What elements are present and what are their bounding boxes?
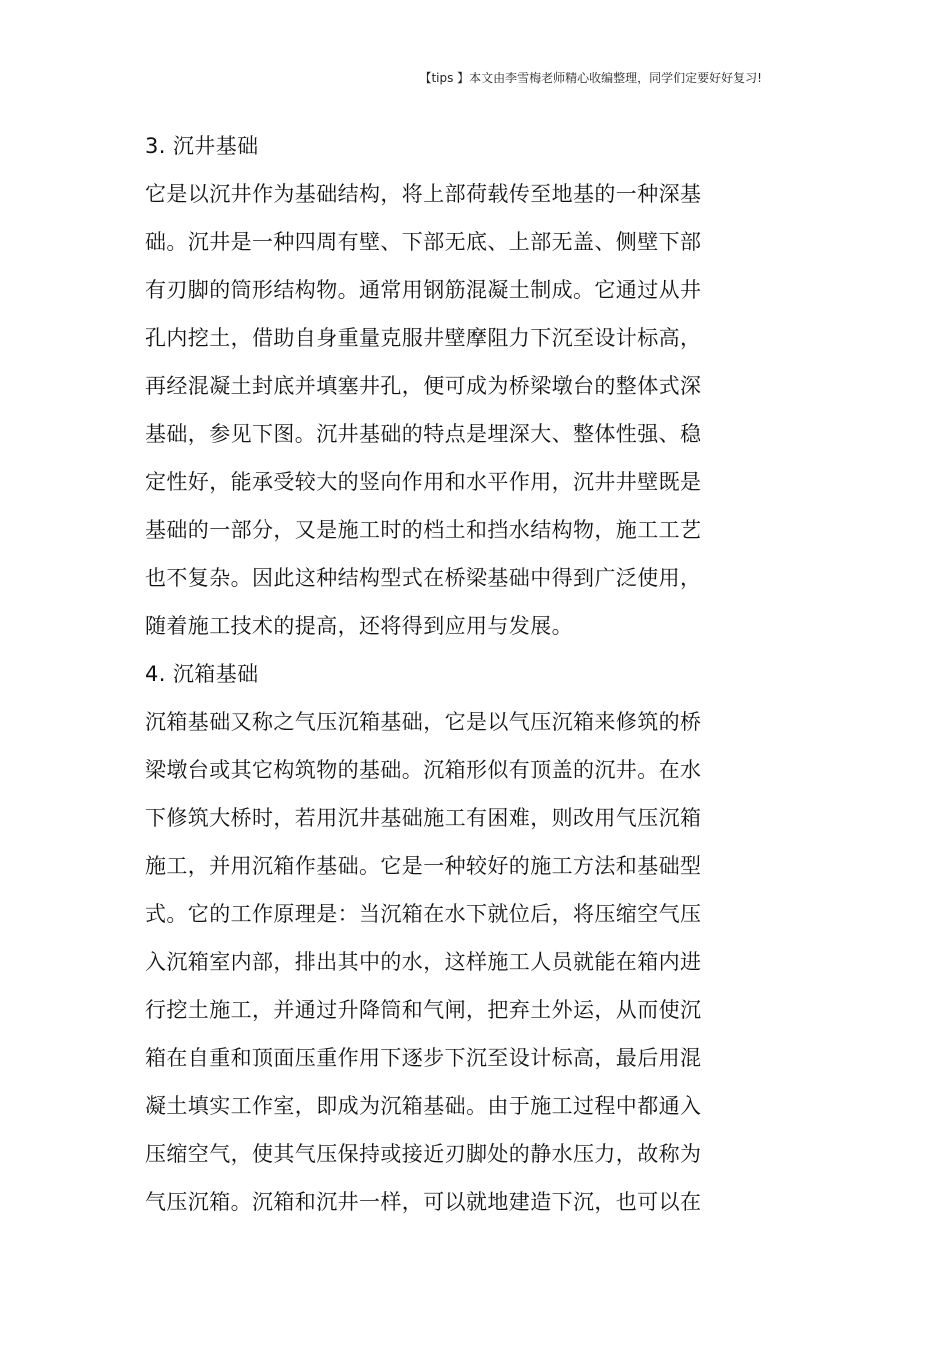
paragraph-line: 基础的一部分，又是施工时的档土和挡水结构物，施工工艺: [145, 518, 702, 542]
paragraph-line: 入沉箱室内部，排出其中的水，这样施工人员就能在箱内进: [145, 950, 702, 974]
paragraph-line: 有刃脚的筒形结构物。通常用钢筋混凝土制成。它通过从井: [145, 278, 702, 302]
paragraph-line: 气压沉箱。沉箱和沉井一样，可以就地建造下沉，也可以在: [145, 1190, 702, 1214]
paragraph-line: 凝土填实工作室，即成为沉箱基础。由于施工过程中都通入: [145, 1094, 702, 1118]
paragraph-line: 梁墩台或其它构筑物的基础。沉箱形似有顶盖的沉井。在水: [145, 758, 702, 782]
paragraph-line: 施工，并用沉箱作基础。它是一种较好的施工方法和基础型: [145, 854, 702, 878]
section-heading: 4. 沉箱基础: [145, 662, 259, 686]
paragraph-line: 孔内挖土，借助自身重量克服井壁摩阻力下沉至设计标高，: [145, 326, 702, 350]
paragraph-line: 沉箱基础又称之气压沉箱基础，它是以气压沉箱来修筑的桥: [145, 710, 702, 734]
paragraph-line: 定性好，能承受较大的竖向作用和水平作用，沉井井壁既是: [145, 470, 702, 494]
paragraph-line: 式。它的工作原理是：当沉箱在水下就位后，将压缩空气压: [145, 902, 702, 926]
document-body: [145, 122, 745, 1226]
section-heading: 3. 沉井基础: [145, 134, 259, 158]
paragraph-line: 箱在自重和顶面压重作用下逐步下沉至设计标高，最后用混: [145, 1046, 702, 1070]
section-3: [145, 122, 745, 650]
paragraph-line: 也不复杂。因此这种结构型式在桥梁基础中得到广泛使用，: [145, 566, 702, 590]
header-tip: 【tips 】本文由李雪梅老师精心收编整理，同学们定要好好复习!: [419, 71, 762, 85]
paragraph-line: 础。沉井是一种四周有壁、下部无底、上部无盖、侧壁下部: [145, 230, 702, 254]
paragraph-line: 基础，参见下图。沉井基础的特点是埋深大、整体性强、稳: [145, 422, 702, 446]
paragraph-line: 随着施工技术的提高，还将得到应用与发展。: [145, 614, 573, 638]
paragraph-line: 行挖土施工，并通过升降筒和气闸，把弃土外运，从而使沉: [145, 998, 702, 1022]
section-4: [145, 650, 745, 1226]
paragraph-line: 再经混凝土封底并填塞井孔，便可成为桥梁墩台的整体式深: [145, 374, 702, 398]
paragraph-line: 压缩空气，使其气压保持或接近刃脚处的静水压力，故称为: [145, 1142, 702, 1166]
paragraph-line: 它是以沉井作为基础结构，将上部荷载传至地基的一种深基: [145, 182, 702, 206]
paragraph-line: 下修筑大桥时，若用沉井基础施工有困难，则改用气压沉箱: [145, 806, 702, 830]
